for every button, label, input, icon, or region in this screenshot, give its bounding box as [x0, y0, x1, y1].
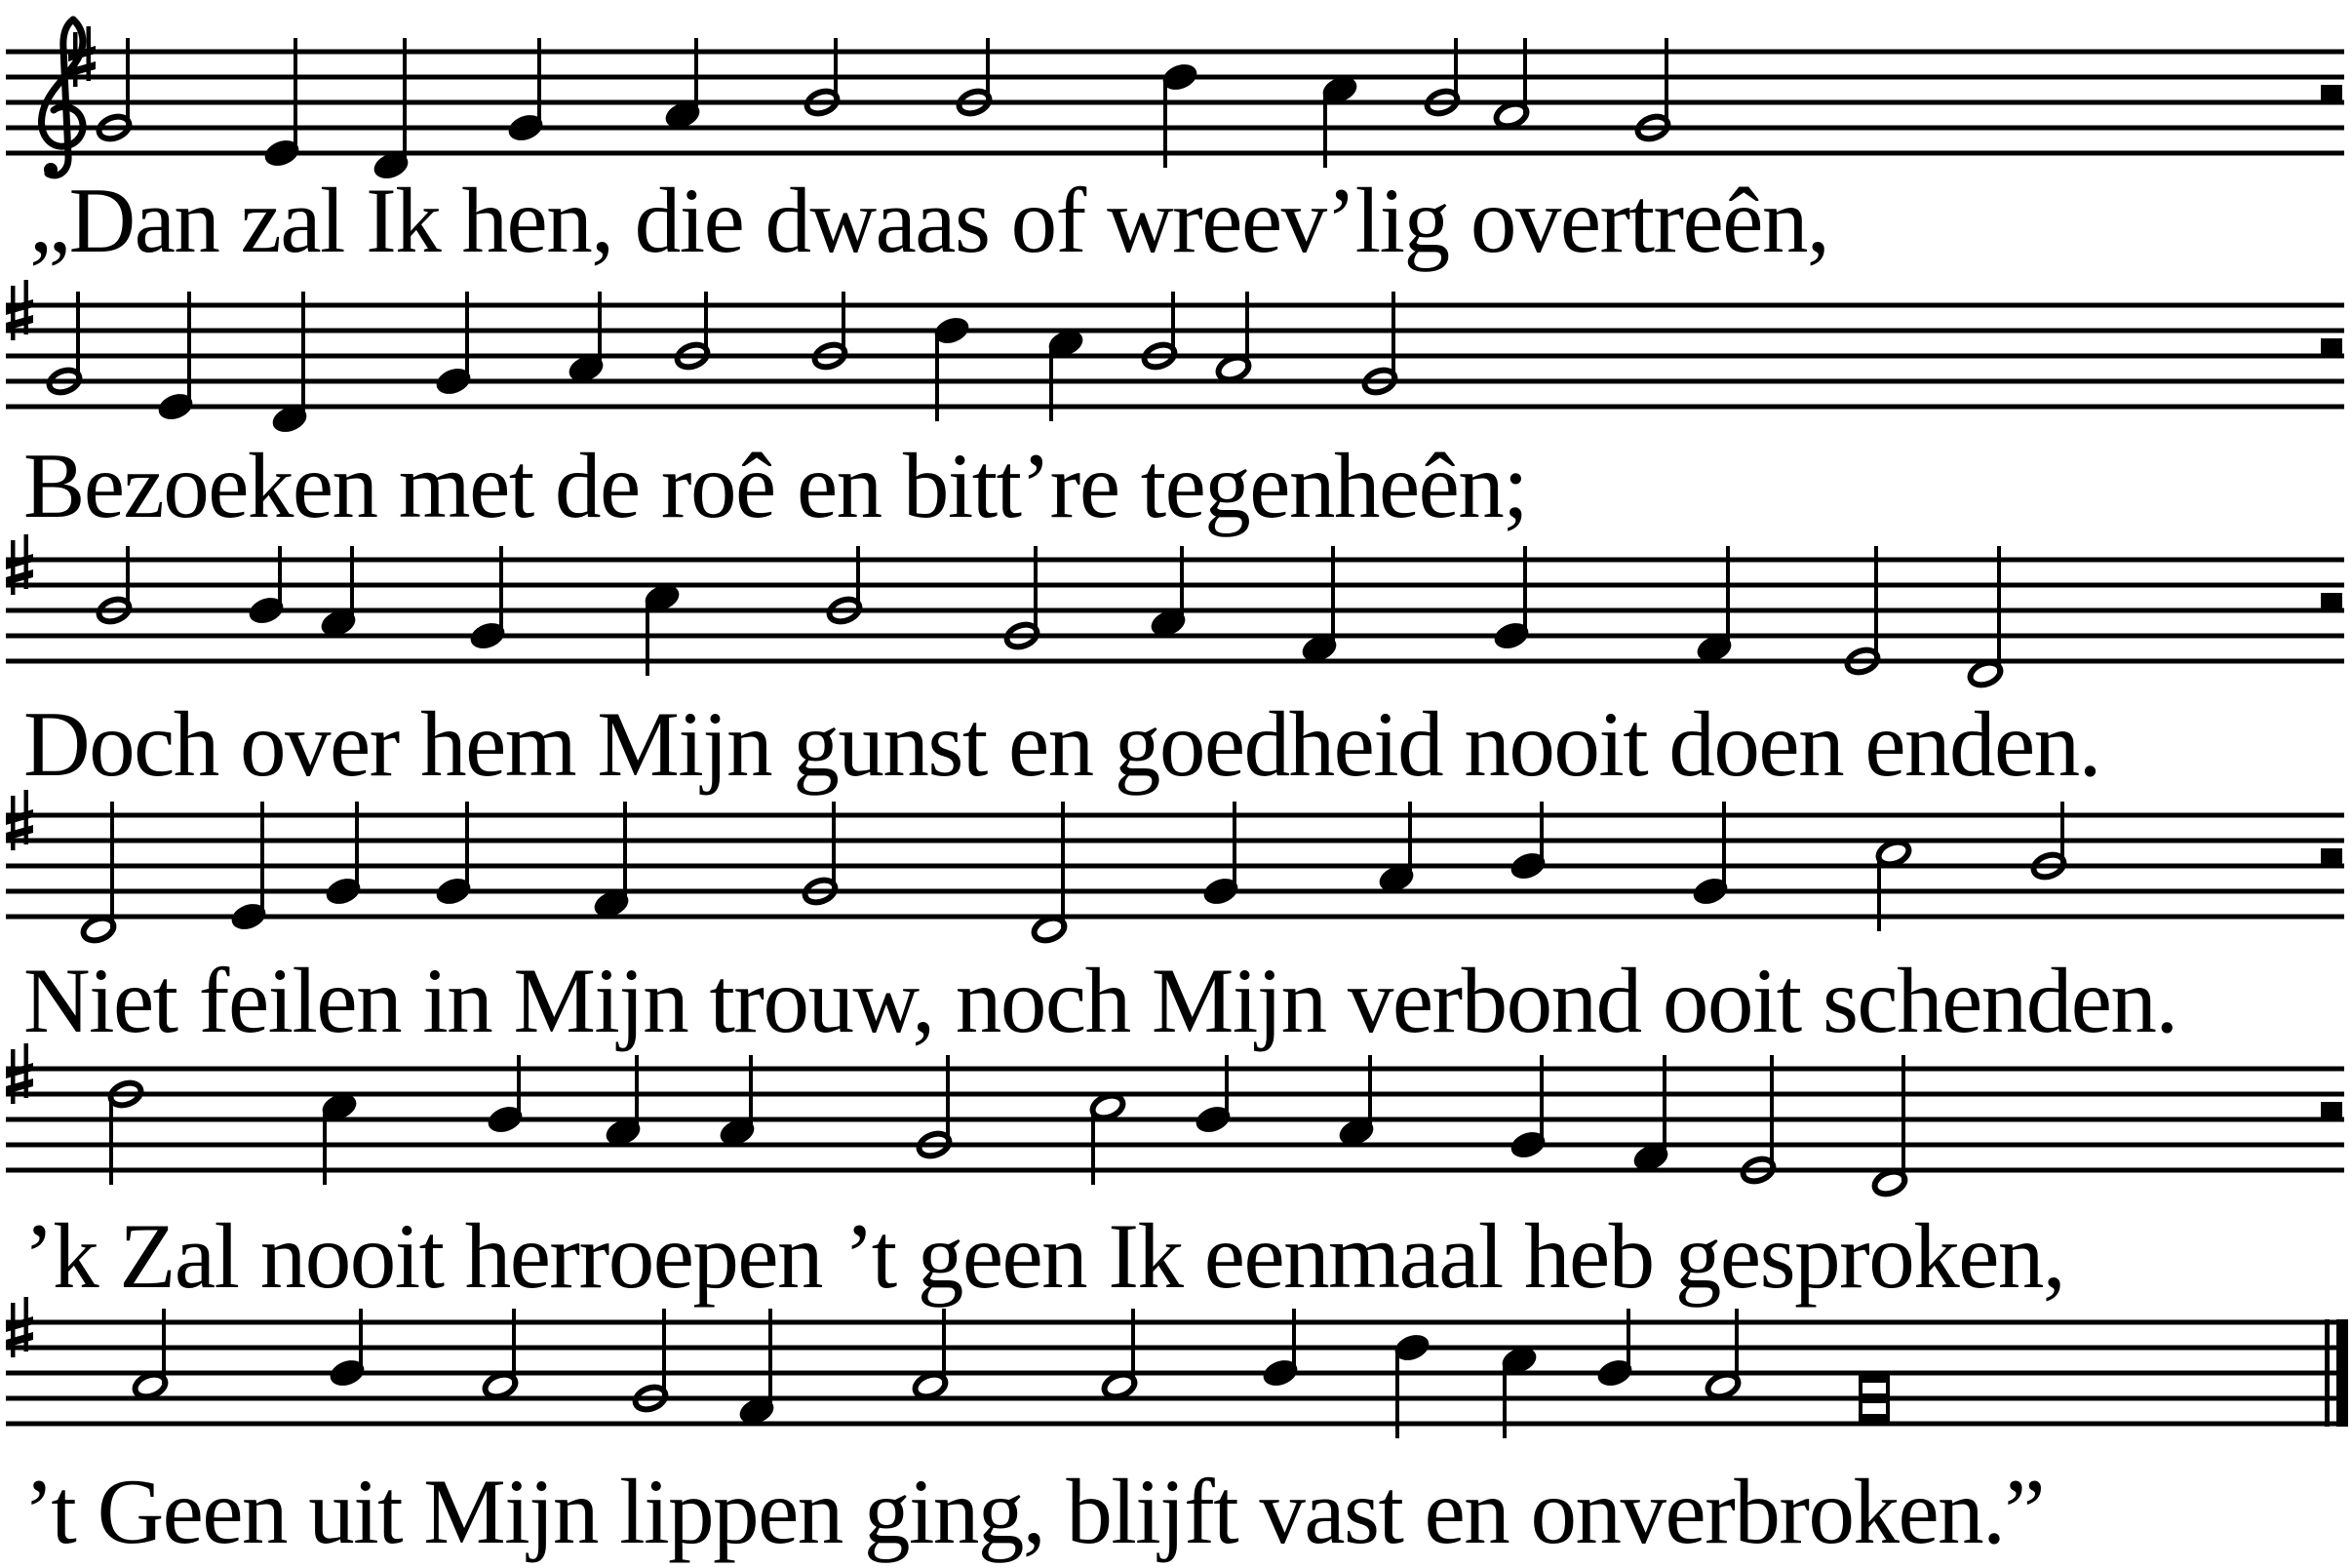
note-stem	[1233, 802, 1236, 889]
note-stem	[1323, 92, 1327, 168]
staff-line	[6, 1396, 2348, 1401]
note-stem	[1874, 546, 1878, 659]
note-stem	[162, 1309, 166, 1384]
note-stem	[1997, 546, 2001, 672]
staff-line	[6, 1422, 2348, 1427]
note-stem	[1877, 855, 1881, 931]
staff-line	[6, 583, 2344, 588]
note-stem	[1368, 1055, 1372, 1130]
note-stem	[350, 546, 354, 621]
note-stem	[1131, 1309, 1135, 1384]
note-stem	[1034, 546, 1038, 634]
note-stem	[1180, 546, 1184, 621]
staff-line	[6, 151, 2344, 156]
staff-line	[6, 1143, 2344, 1148]
note-stem	[635, 1055, 639, 1130]
note-stem	[1540, 1055, 1544, 1143]
staff-line	[6, 1067, 2344, 1072]
note-g4-breve	[1859, 1373, 1890, 1424]
note-stem	[1503, 1362, 1507, 1438]
note-stem	[260, 802, 264, 915]
note-stem	[1770, 1055, 1774, 1168]
staff-line	[6, 1320, 2348, 1325]
note-fs4-quarter	[1299, 546, 1340, 666]
note-stem	[1331, 546, 1335, 647]
line-end-block	[2321, 85, 2342, 104]
note-stem	[1395, 1350, 1399, 1438]
note-stem	[110, 802, 114, 927]
note-stem	[749, 1055, 753, 1130]
note-stem	[832, 802, 836, 889]
staff-line	[6, 405, 2344, 410]
note-d4-half	[1967, 546, 2003, 689]
note-stem	[517, 1055, 521, 1117]
note-stem	[1049, 345, 1053, 421]
note-stem	[623, 802, 627, 902]
staff-6	[6, 1297, 2348, 1438]
note-stem	[768, 1309, 772, 1409]
breve-note	[1859, 1373, 1890, 1424]
note-fs4-quarter	[1630, 1055, 1671, 1175]
note-fs4-quarter	[1694, 546, 1735, 666]
note-stem	[359, 1309, 363, 1371]
note-stem	[355, 802, 359, 889]
note-d4-half	[80, 802, 116, 945]
lyric-line-3: Doch over hem Mijn gunst en goedheid nooit doen enden.	[23, 692, 2100, 796]
note-stem	[512, 1309, 516, 1384]
note-stem	[662, 1309, 666, 1396]
line-end-block	[2321, 593, 2342, 612]
note-stem	[694, 38, 698, 113]
note-d4-half	[1031, 802, 1067, 945]
note-fs4-quarter	[736, 1309, 777, 1429]
final-barline-thin	[2325, 1319, 2330, 1427]
note-stem	[942, 1309, 946, 1384]
staff-5	[6, 1043, 2344, 1198]
note-d4-quarter	[371, 38, 412, 183]
note-stem	[323, 1109, 327, 1185]
note-stem	[1901, 1055, 1905, 1181]
note-stem	[1540, 802, 1544, 864]
note-fs4-quarter	[591, 802, 632, 921]
note-stem	[1663, 1055, 1666, 1156]
staff-1	[6, 20, 2344, 183]
note-stem	[1523, 546, 1527, 634]
note-stem	[935, 333, 939, 421]
line-end-block	[2321, 338, 2342, 358]
note-stem	[1722, 802, 1726, 889]
note-stem	[403, 38, 407, 164]
lyric-line-5: ’k Zal nooit herroepen ’t geen Ik eenmaal heb gesproken,	[23, 1204, 2065, 1308]
staff-line	[6, 379, 2344, 384]
lyric-line-6: ’t Geen uit Mijn lippen ging, blijft vast en onverbroken.”	[23, 1460, 2045, 1563]
staff-line	[6, 50, 2344, 55]
note-stem	[294, 38, 297, 151]
staff-line	[6, 634, 2344, 639]
note-stem	[465, 292, 469, 379]
note-stem	[646, 600, 649, 676]
note-stem	[1225, 1055, 1229, 1117]
lyric-line-1: „Dan zal Ik hen, die dwaas of wreev’lig overtreên,	[29, 169, 1829, 272]
note-stem	[1245, 292, 1249, 367]
note-stem	[1665, 38, 1668, 126]
staff-4	[6, 790, 2344, 945]
note-d4-half	[1871, 1055, 1907, 1198]
note-stem	[76, 292, 80, 379]
note-stem	[1163, 79, 1167, 168]
staff-line	[6, 1168, 2344, 1173]
note-stem	[1523, 38, 1527, 113]
staff-line	[6, 558, 2344, 563]
note-stem	[1735, 1309, 1739, 1384]
final-barline-thick	[2336, 1319, 2348, 1427]
note-stem	[1627, 1309, 1630, 1371]
note-stem	[1392, 292, 1395, 379]
note-stem	[465, 802, 469, 889]
staff-line	[6, 1346, 2348, 1351]
note-stem	[1408, 802, 1412, 877]
line-end-block	[2321, 1102, 2342, 1121]
note-d4-quarter	[269, 292, 310, 437]
staff-3	[6, 534, 2344, 689]
staff-line	[6, 915, 2344, 920]
note-stem	[1292, 1309, 1296, 1371]
note-stem	[1061, 802, 1065, 927]
staff-line	[6, 1117, 2344, 1122]
note-stem	[278, 546, 282, 608]
note-stem	[109, 1096, 113, 1185]
staff-line	[6, 126, 2344, 131]
note-stem	[1726, 546, 1730, 647]
staff-line	[6, 100, 2344, 105]
line-end-block	[2321, 848, 2342, 868]
note-stem	[301, 292, 305, 417]
note-stem	[126, 38, 130, 126]
note-stem	[187, 292, 191, 405]
staff-line	[6, 1092, 2344, 1097]
lyric-line-4: Niet feilen in Mijn trouw, noch Mijn verbond ooit schenden.	[23, 949, 2177, 1052]
staff-2	[6, 280, 2344, 437]
lyric-line-2: Bezoeken met de roê en bitt’re tegenheên;	[23, 434, 1528, 537]
note-stem	[537, 38, 541, 126]
note-stem	[1091, 1109, 1095, 1185]
note-stem	[499, 546, 503, 634]
note-stem	[946, 1055, 950, 1143]
note-stem	[598, 292, 602, 367]
